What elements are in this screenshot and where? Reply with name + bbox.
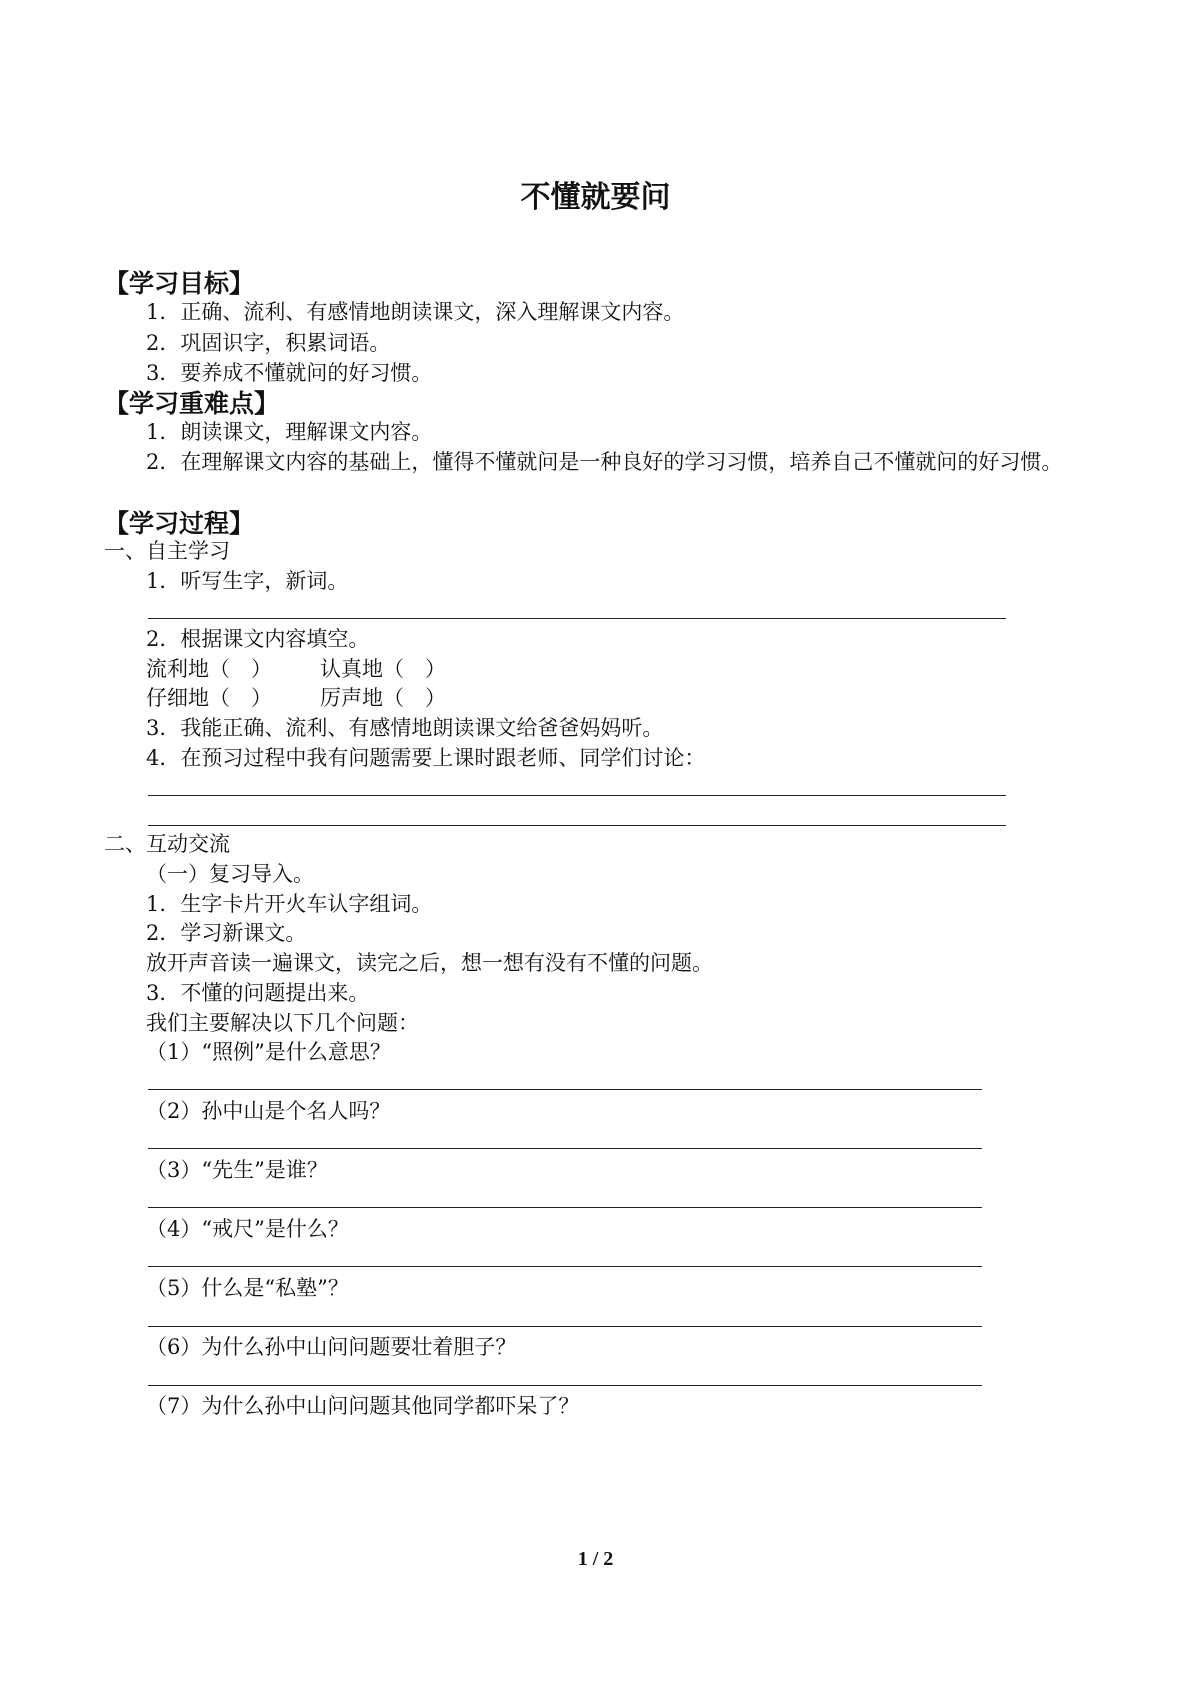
question-item: （3）“先生”是谁？ (146, 1158, 328, 1182)
fill-blank: 厉声地（ ） (320, 686, 446, 710)
answer-line[interactable] (148, 1326, 982, 1327)
fill-blank: 仔细地（ ） (146, 686, 272, 710)
goal-item: 1．正确、流利、有感情地朗读课文，深入理解课文内容。 (146, 300, 685, 324)
answer-line[interactable] (148, 795, 1006, 796)
answer-line[interactable] (148, 618, 1006, 619)
answer-line[interactable] (148, 1089, 982, 1090)
answer-line[interactable] (148, 1207, 982, 1208)
part1-q1: 1．听写生字，新词。 (146, 569, 349, 593)
key-point-item: 1．朗读课文，理解课文内容。 (146, 420, 433, 444)
answer-line[interactable] (148, 1266, 982, 1267)
part2-title: 二、互动交流 (104, 832, 230, 856)
page-title: 不懂就要问 (520, 180, 671, 215)
answer-line[interactable] (148, 1148, 982, 1149)
part1-q4: 4．在预习过程中我有问题需要上课时跟老师、同学们讨论： (146, 746, 706, 770)
part1-q2: 2．根据课文内容填空。 (146, 627, 370, 651)
question-item: （6）为什么孙中山问问题要壮着胆子？ (146, 1335, 517, 1359)
part1-title: 一、自主学习 (104, 539, 230, 563)
part2-s3: 3．不懂的问题提出来。 (146, 981, 370, 1005)
answer-line[interactable] (148, 825, 1006, 826)
goal-item: 2．巩固识字，积累词语。 (146, 331, 391, 355)
key-points-heading: 【学习重难点】 (104, 389, 280, 418)
part2-s2: 2．学习新课文。 (146, 921, 307, 945)
question-item: （7）为什么孙中山问问题其他同学都吓呆了？ (146, 1394, 580, 1418)
question-item: （5）什么是“私塾”？ (146, 1276, 349, 1300)
part2-sub1: （一）复习导入。 (146, 862, 314, 886)
part2-s3-text: 我们主要解决以下几个问题： (146, 1011, 419, 1035)
part2-s2-text: 放开声音读一遍课文，读完之后，想一想有没有不懂的问题。 (146, 951, 713, 975)
question-item: （1）“照例”是什么意思？ (146, 1040, 391, 1064)
question-item: （2）孙中山是个名人吗？ (146, 1099, 391, 1123)
page-number: 1 / 2 (577, 1548, 614, 1570)
fill-blank: 流利地（ ） (146, 657, 272, 681)
fill-blank: 认真地（ ） (320, 657, 446, 681)
goal-item: 3．要养成不懂就问的好习惯。 (146, 361, 433, 385)
goals-heading: 【学习目标】 (104, 269, 255, 298)
question-item: （4）“戒尺”是什么？ (146, 1217, 349, 1241)
process-heading: 【学习过程】 (104, 509, 255, 538)
part2-s1: 1．生字卡片开火车认字组词。 (146, 892, 433, 916)
part1-q3: 3．我能正确、流利、有感情地朗读课文给爸爸妈妈听。 (146, 716, 664, 740)
key-point-item: 2．在理解课文内容的基础上，懂得不懂就问是一种良好的学习习惯，培养自己不懂就问的好习惯。 (146, 450, 1063, 474)
answer-line[interactable] (148, 1385, 982, 1386)
